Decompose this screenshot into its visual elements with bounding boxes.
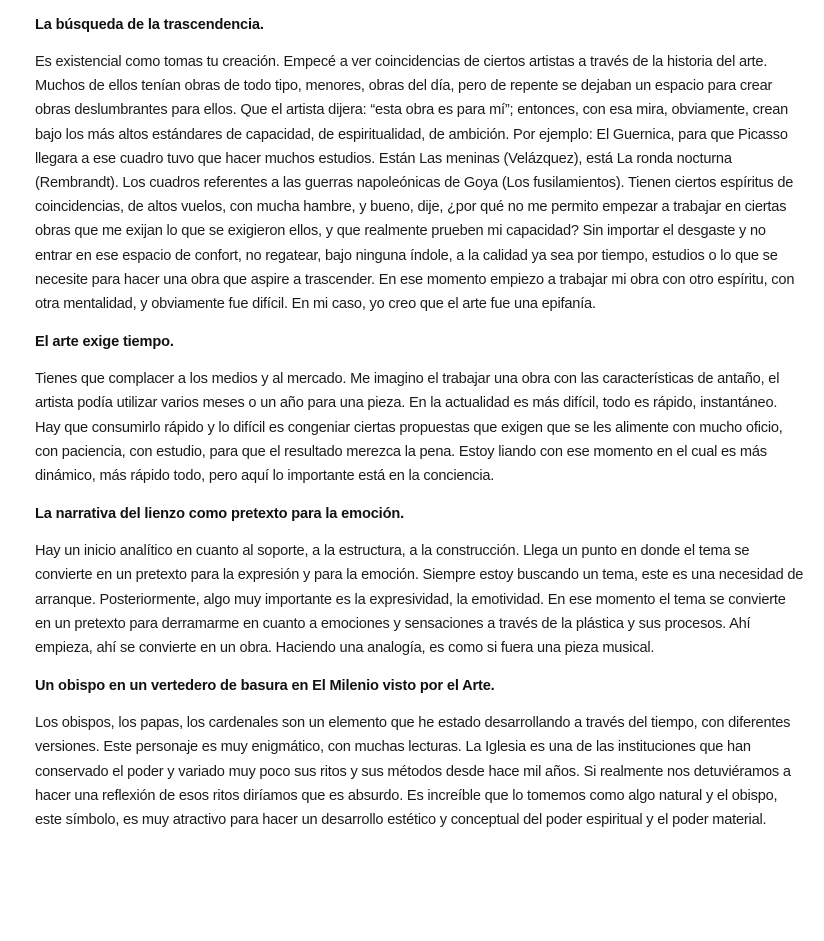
section-arte-exige-tiempo [35,330,805,488]
section-paragraph: Tienes que complacer a los medios y al mercado. Me imagino el trabajar una obra con las características de antaño, el artista podía utilizar varios meses o un año para una pieza. En la actualidad es más difícil, todo es rápido, instantáneo. Hay que consumirlo rápido y lo difícil es congeniar ciertas propuestas que exigen que se les alimente con mucho oficio, con paciencia, con estudio, para que el resultado merezca la pena. Estoy liando con ese momento en el cual es más dinámico, más rápido todo, pero aquí lo importante está en la conciencia. [35,371,783,485]
section-trascendencia [35,13,805,316]
section-heading: Un obispo en un vertedero de basura en El Milenio visto por el Arte. [35,678,495,695]
section-paragraph: Es existencial como tomas tu creación. Empecé a ver coincidencias de ciertos artistas a través de la historia del arte. Muchos de ellos tenían obras de todo tipo, menores, obras del día, pero de repente se dejaban un espacio para crear obras deslumbrantes para ellos. Que el artista dijera: “esta obra es para mí”; entonces, con esa mira, obviamente, crean bajo los más altos estándares de capacidad, de espiritualidad, de ambición. Por ejemplo: El Guernica, para que Picasso llegara a ese cuadro tuvo que hacer muchos estudios. Están Las meninas (Velázquez), está La ronda nocturna (Rembrandt). Los cuadros referentes a las guerras napoleónicas de Goya (Los fusilamientos). Tienen ciertos espíritus de coincidencias, de altos vuelos, con mucha hambre, y bueno, dije, ¿por qué no me permito empezar a trabajar en ciertas obras que me exijan lo que se exigieron ellos, y que realmente prueben mi capacidad? Sin importar el desgaste y no entrar en ese espacio de confort, no regatear, bajo ninguna índole, a la calidad ya sea por tiempo, estudios o lo que se necesite para hacer una obra que aspire a trascender. En ese momento empiezo a trabajar mi obra con otro espíritu, con otra mentalidad, y obviamente fue difícil. En mi caso, yo creo que el arte fue una epifanía. [35,54,795,313]
section-paragraph: Hay un inicio analítico en cuanto al soporte, a la estructura, a la construcción. Llega un punto en donde el tema se convierte en un pretexto para la expresión y para la emoción. Siempre estoy buscando un tema, este es una necesidad de arranque. Posteriormente, algo muy importante es la expresividad, la emotividad. En ese momento el tema se convierte en un pretexto para derramarme en cuanto a emociones y sensaciones a través de la plástica y sus procesos. Ahí empieza, ahí se convierte en un obra. Haciendo una analogía, es como si fuera una pieza musical. [35,543,804,657]
section-heading: La búsqueda de la trascendencia. [35,17,264,33]
section-heading: La narrativa del lienzo como pretexto para la emoción. [35,506,405,523]
section-heading: El arte exige tiempo. [35,334,174,351]
section-narrativa-lienzo [35,502,805,660]
section-obispo-vertedero [35,674,805,832]
section-paragraph: Los obispos, los papas, los cardenales son un elemento que he estado desarrollando a través del tiempo, con diferentes versiones. Este personaje es muy enigmático, con muchas lecturas. La Iglesia es una de las instituciones que han conservado el poder y variado muy poco sus ritos y sus métodos desde hace mil años. Si realmente nos detuviéramos a hacer una reflexión de esos ritos diríamos que es absurdo. Es increíble que lo tomemos como algo natural y el obispo, este símbolo, es muy atractivo para hacer un desarrollo estético y conceptual del poder espiritual y el poder material. [35,715,791,829]
